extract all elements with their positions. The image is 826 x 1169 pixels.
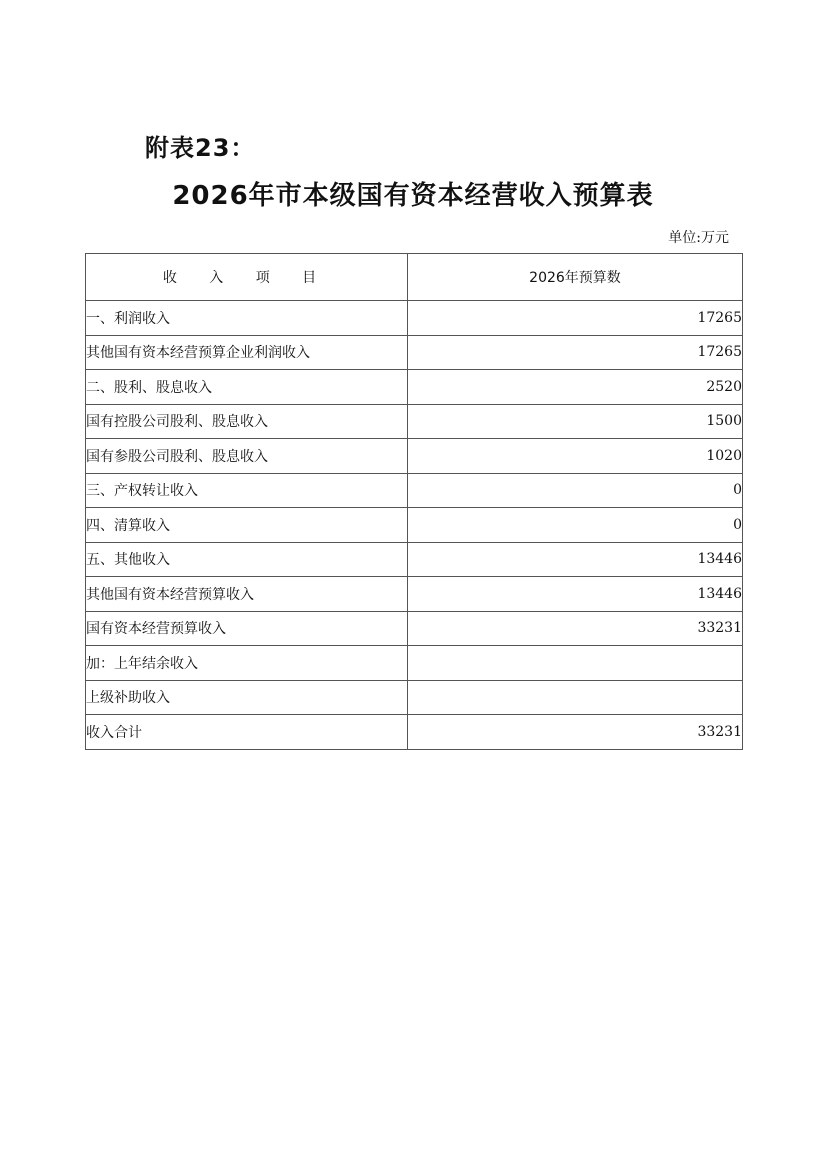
table-row [86, 301, 743, 336]
row-label: 二、股利、股息收入 [86, 370, 408, 405]
table-row [86, 473, 743, 508]
row-label: 三、产权转让收入 [86, 473, 408, 508]
row-label: 一、利润收入 [86, 301, 408, 336]
row-label: 五、其他收入 [86, 542, 408, 577]
row-value: 33231 [408, 715, 743, 750]
row-label: 四、清算收入 [86, 508, 408, 543]
table-row [86, 508, 743, 543]
row-value: 0 [408, 473, 743, 508]
table-row [86, 335, 743, 370]
row-value [408, 646, 743, 681]
row-label: 其他国有资本经营预算企业利润收入 [86, 335, 408, 370]
total-row [86, 715, 743, 750]
budget-table [85, 253, 743, 750]
row-label: 上级补助收入 [86, 680, 408, 715]
subtotal-row [86, 611, 743, 646]
header-budget: 2026年预算数 [408, 254, 743, 301]
table-row [86, 680, 743, 715]
header-item: 收 入 项 目 [86, 254, 408, 301]
row-label: 国有资本经营预算收入 [86, 611, 408, 646]
table-row [86, 439, 743, 474]
row-label: 国有参股公司股利、股息收入 [86, 439, 408, 474]
table-row [86, 370, 743, 405]
row-value: 17265 [408, 301, 743, 336]
appendix-label: 附表23： [145, 134, 256, 162]
table-row [86, 577, 743, 612]
row-value: 1020 [408, 439, 743, 474]
row-value [408, 680, 743, 715]
row-value: 0 [408, 508, 743, 543]
unit-label: 单位:万元 [668, 230, 729, 246]
row-label: 收入合计 [86, 715, 408, 750]
row-value: 2520 [408, 370, 743, 405]
row-value: 13446 [408, 577, 743, 612]
row-label: 加：上年结余收入 [86, 646, 408, 681]
row-label: 其他国有资本经营预算收入 [86, 577, 408, 612]
table-header-row [86, 254, 743, 301]
page-title: 2026年市本级国有资本经营收入预算表 [172, 181, 654, 211]
row-value: 13446 [408, 542, 743, 577]
row-label: 国有控股公司股利、股息收入 [86, 404, 408, 439]
table-row [86, 542, 743, 577]
row-value: 33231 [408, 611, 743, 646]
table-row [86, 404, 743, 439]
table-row [86, 646, 743, 681]
row-value: 17265 [408, 335, 743, 370]
row-value: 1500 [408, 404, 743, 439]
